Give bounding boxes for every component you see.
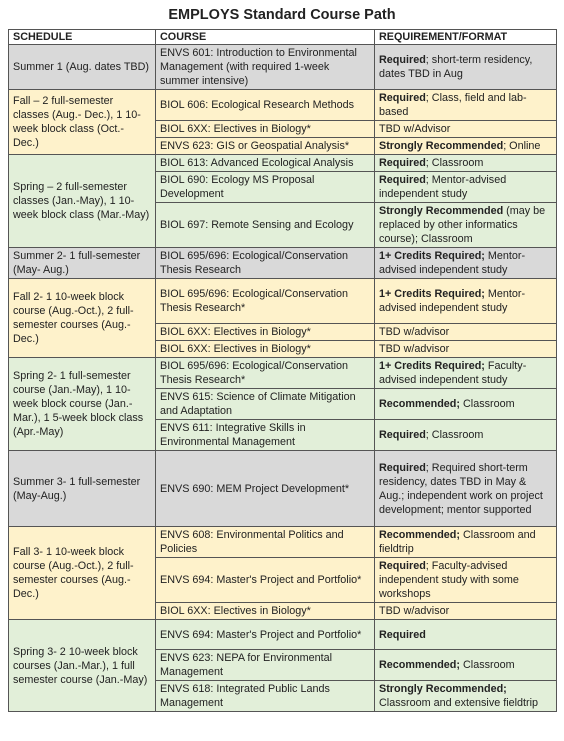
requirement-level: Required (379, 628, 426, 641)
course-cell: ENVS 694: Master's Project and Portfolio* (156, 620, 375, 650)
table-row (9, 527, 557, 558)
course-cell: BIOL 690: Ecology MS Proposal Development (156, 172, 375, 203)
requirement-cell (375, 527, 557, 558)
course-cell: ENVS 623: NEPA for Environmental Management (156, 650, 375, 681)
requirement-cell (375, 279, 557, 324)
requirement-level: Required (379, 560, 426, 572)
requirement-level: Required (379, 429, 426, 441)
header-schedule: SCHEDULE (9, 30, 156, 45)
requirement-cell (375, 558, 557, 603)
course-cell: ENVS 611: Integrative Skills in Environmental Management (156, 420, 375, 451)
course-cell: BIOL 606: Ecological Research Methods (156, 90, 375, 121)
header-requirement: REQUIREMENT/FORMAT (375, 30, 557, 45)
requirement-cell (375, 155, 557, 172)
schedule-cell: Summer 1 (Aug. dates TBD) (9, 45, 156, 90)
course-cell: BIOL 6XX: Electives in Biology* (156, 341, 375, 358)
table-row (9, 90, 557, 121)
header-course: COURSE (156, 30, 375, 45)
requirement-level: Required (379, 157, 426, 169)
course-cell: BIOL 6XX: Electives in Biology* (156, 324, 375, 341)
requirement-cell (375, 324, 557, 341)
requirement-level: Required (379, 54, 426, 66)
requirement-level: 1+ Credits Required; (379, 288, 485, 300)
requirement-cell (375, 172, 557, 203)
course-cell: ENVS 623: GIS or Geospatial Analysis* (156, 138, 375, 155)
table-row (9, 155, 557, 172)
requirement-format: ; Required short-term residency, dates TBD in May & Aug.; independent work on project development; mentor supported (379, 461, 543, 516)
requirement-format: Classroom and fieldtrip (379, 529, 536, 555)
requirement-format: Classroom (460, 398, 515, 410)
requirement-cell (375, 420, 557, 451)
requirement-level: Recommended; (379, 529, 460, 541)
course-cell: BIOL 695/696: Ecological/Conservation Thesis Research* (156, 279, 375, 324)
table-row (9, 248, 557, 279)
document-title: EMPLOYS Standard Course Path (168, 7, 396, 23)
schedule-cell: Fall 3- 1 10-week block course (Aug.-Oct.), 2 full-semester courses (Aug.-Dec.) (9, 527, 156, 620)
requirement-format: ; Online (503, 140, 541, 152)
requirement-cell (375, 650, 557, 681)
table-row (9, 620, 557, 650)
requirement-cell (375, 248, 557, 279)
schedule-cell: Summer 2- 1 full-semester (May- Aug.) (9, 248, 156, 279)
requirement-cell (375, 90, 557, 121)
course-cell: ENVS 694: Master's Project and Portfolio* (156, 558, 375, 603)
requirement-level: Required (379, 461, 426, 474)
schedule-cell: Fall – 2 full-semester classes (Aug.- Dec.), 1 10-week block class (Oct.- Dec.) (9, 90, 156, 155)
requirement-format: ; Faculty-advised independent study with some workshops (379, 560, 519, 600)
course-cell: ENVS 608: Environmental Politics and Policies (156, 527, 375, 558)
course-path-table (8, 29, 557, 712)
requirement-level: 1+ Credits Required; (379, 360, 485, 372)
course-cell: ENVS 615: Science of Climate Mitigation and Adaptation (156, 389, 375, 420)
requirement-cell (375, 203, 557, 248)
requirement-cell (375, 45, 557, 90)
course-cell: BIOL 695/696: Ecological/Conservation Thesis Research* (156, 358, 375, 389)
requirement-cell (375, 620, 557, 650)
requirement-cell (375, 358, 557, 389)
schedule-cell: Spring – 2 full-semester classes (Jan.-May), 1 10-week block class (Mar.-May) (9, 155, 156, 248)
course-cell: BIOL 613: Advanced Ecological Analysis (156, 155, 375, 172)
requirement-level: Recommended; (379, 398, 460, 410)
requirement-level: Required (379, 92, 426, 104)
requirement-format: Classroom and extensive fieldtrip (379, 697, 539, 709)
requirement-level: Required (379, 174, 426, 186)
requirement-cell (375, 138, 557, 155)
requirement-format: Faculty-advised independent study (379, 360, 527, 386)
requirement-format: TBD w/Advisor (379, 123, 451, 135)
table-header-row (9, 30, 557, 45)
requirement-format: TBD w/advisor (379, 343, 450, 355)
schedule-cell: Spring 3- 2 10-week block courses (Jan.-Mar.), 1 full semester course (Jan.-May) (9, 620, 156, 712)
course-cell: BIOL 6XX: Electives in Biology* (156, 121, 375, 138)
requirement-format: Mentor-advised independent study (379, 250, 526, 276)
requirement-level: Strongly Recommended (379, 140, 504, 152)
requirement-cell (375, 121, 557, 138)
requirement-cell (375, 681, 557, 712)
course-cell: BIOL 697: Remote Sensing and Ecology (156, 203, 375, 248)
table-body (9, 45, 557, 712)
table-row (9, 358, 557, 389)
requirement-format: ; Class, field and lab-based (379, 92, 527, 118)
table-row (9, 279, 557, 324)
requirement-format: ; Classroom (425, 157, 484, 169)
schedule-cell: Summer 3- 1 full-semester (May-Aug.) (9, 451, 156, 527)
course-cell: BIOL 6XX: Electives in Biology* (156, 603, 375, 620)
requirement-level: Strongly Recommended (379, 205, 504, 217)
requirement-format: ; Mentor-advised independent study (379, 174, 507, 200)
course-cell: ENVS 690: MEM Project Development* (156, 451, 375, 527)
requirement-format: (may be replaced by other informatics course); Classroom (379, 205, 546, 245)
schedule-cell: Spring 2- 1 full-semester course (Jan.-May), 1 10-week block course (Jan.-Mar.), 1 5-week block class (Apr.-May) (9, 358, 156, 451)
requirement-format: Mentor-advised independent study (379, 288, 526, 314)
table-row (9, 45, 557, 90)
requirement-level: Recommended; (379, 659, 460, 671)
requirement-format: TBD w/advisor (379, 326, 450, 338)
course-cell: ENVS 601: Introduction to Environmental Management (with required 1-week summer intensive) (156, 45, 375, 90)
requirement-cell (375, 451, 557, 527)
table-row (9, 451, 557, 527)
requirement-level: Strongly Recommended; (379, 683, 507, 695)
requirement-format: TBD w/advisor (379, 605, 450, 617)
course-cell: ENVS 618: Integrated Public Lands Management (156, 681, 375, 712)
requirement-format: Classroom (460, 659, 515, 671)
requirement-format: ; Classroom (425, 429, 484, 441)
requirement-format: ; short-term residency, dates TBD in Aug (379, 54, 533, 80)
course-cell: BIOL 695/696: Ecological/Conservation Thesis Research (156, 248, 375, 279)
requirement-cell (375, 341, 557, 358)
requirement-level: 1+ Credits Required; (379, 250, 485, 262)
schedule-cell: Fall 2- 1 10-week block course (Aug.-Oct.), 2 full-semester courses (Aug.-Dec.) (9, 279, 156, 358)
requirement-cell (375, 389, 557, 420)
requirement-cell (375, 603, 557, 620)
